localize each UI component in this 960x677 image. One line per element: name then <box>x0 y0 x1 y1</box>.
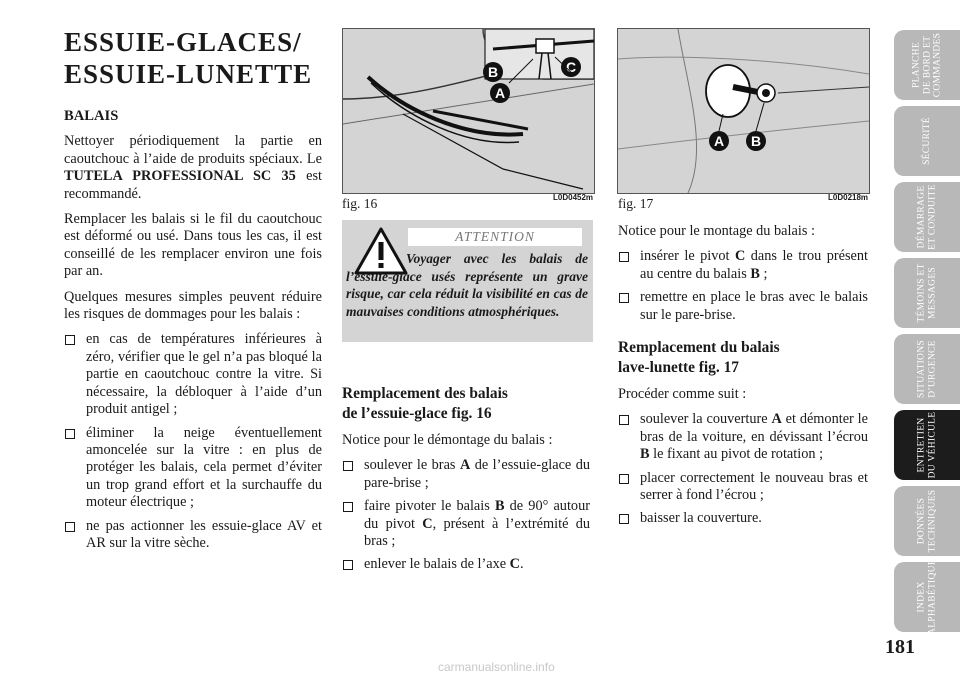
paragraph-intro: Notice pour le montage du balais : <box>618 223 815 239</box>
list-item <box>342 457 590 492</box>
label-c: C <box>565 59 577 75</box>
figure-16-wiper-arm <box>342 28 595 194</box>
tab-label: ALPHABÉTIQUE <box>927 559 937 635</box>
attention-heading: ATTENTION <box>408 228 582 246</box>
list-item: ne pas actionner les essuie-glace AV et AR sur la vitre sèche. <box>64 518 322 553</box>
text: soulever la couverture <box>640 411 772 428</box>
list-item: éliminer la neige éventuellement amoncelée sur la vitre : en plus de protéger les balais, cela permet d’éviter un trop grand effort et la surchauffe du moteur électrique ; <box>64 425 322 512</box>
watermark: carmanualsonline.info <box>438 660 555 674</box>
tab-label: PLANCHE <box>911 42 922 88</box>
label-a: A <box>494 85 506 101</box>
ref-letter: B <box>750 265 760 282</box>
text: enlever le balais de l’axe <box>364 556 510 573</box>
text: de l’essuie-glace du pare-brise ; <box>364 457 591 491</box>
rear-steps <box>618 411 868 527</box>
text: le fixant au pivot de rotation ; <box>649 446 824 463</box>
text: , présent à l’extrémité du bras ; <box>364 515 590 550</box>
ref-letter: B <box>640 446 650 463</box>
tab-label: TECHNIQUES <box>927 489 937 553</box>
ref-letter: C <box>422 515 433 532</box>
tab-label: COMMANDES <box>932 32 943 98</box>
title-line-2: ESSUIE-LUNETTE <box>64 59 313 89</box>
section-heading-rear <box>618 338 868 378</box>
list-item: baisser la couverture. <box>618 510 868 527</box>
ref-letter: A <box>459 457 471 474</box>
paragraph-intro: Procéder comme suit : <box>618 386 747 403</box>
label-b: B <box>487 64 499 80</box>
dismount-steps <box>342 457 590 573</box>
paragraph-intro: Notice pour le démontage du balais : <box>342 432 553 448</box>
text: insérer le pivot <box>640 248 735 265</box>
text: . <box>520 556 524 573</box>
list-item: remettre en place le bras avec le balais sur le pare-brise. <box>618 289 868 324</box>
text: soulever le bras <box>364 457 460 474</box>
tab-demarrage[interactable] <box>894 182 960 252</box>
list-item <box>618 411 868 463</box>
tab-label: ENTRETIEN <box>916 417 927 473</box>
column-left <box>64 108 322 560</box>
text: ; <box>759 265 768 282</box>
page-title <box>64 26 324 90</box>
figure-16-code: L0D0452m <box>553 193 594 202</box>
mount-steps <box>618 248 868 324</box>
attention-text: Voyager avec les balais de l’essuie-glace usés représente un grave risque, car cela réduit la visibilité en cas de mauvaises conditions atmosphériques. <box>346 251 588 319</box>
heading-line: lave-lunette fig. 17 <box>618 359 739 377</box>
rear-wiper-illustration <box>618 29 869 193</box>
tab-donnees-techniques[interactable] <box>894 486 960 556</box>
measures-list <box>64 331 322 552</box>
section-heading-balais: BALAIS <box>64 108 119 124</box>
paragraph-cleaning <box>64 133 322 203</box>
tab-label: SITUATIONS <box>916 340 927 398</box>
tab-label: DONNÉES <box>916 497 927 545</box>
tab-entretien[interactable] <box>894 410 960 480</box>
tab-index[interactable] <box>894 559 960 635</box>
text: de 90° autour du pivot <box>364 498 590 532</box>
tab-label: D’URGENCE <box>927 340 937 398</box>
label-a: A <box>713 133 725 149</box>
wiper-illustration <box>343 29 594 193</box>
text: et démonter le bras de la voiture, en dévissant l’écrou <box>640 411 868 445</box>
page-number: 181 <box>885 636 915 658</box>
tab-label: TÉMOINS ET <box>916 263 927 323</box>
tab-planche-de-bord[interactable] <box>894 30 960 100</box>
tab-label: SÉCURITÉ <box>921 117 932 165</box>
heading-line: de l’essuie-glace fig. 16 <box>342 405 492 422</box>
figure-17-caption: fig. 17 <box>618 196 654 211</box>
section-heading-replacement <box>342 384 590 424</box>
tab-label: DÉMARRAGE <box>916 185 927 249</box>
product-name: TUTELA PROFESSIONAL SC 35 <box>64 168 296 185</box>
heading-line: Remplacement du balais <box>618 339 780 357</box>
list-item <box>342 556 590 573</box>
label-b: B <box>750 133 762 149</box>
tab-label: ET CONDUITE <box>927 184 937 250</box>
title-line-1: ESSUIE-GLACES/ <box>64 27 302 57</box>
attention-box <box>342 220 593 342</box>
text: faire pivoter le balais <box>364 498 495 515</box>
list-item <box>342 498 590 550</box>
ref-letter: A <box>771 411 782 428</box>
text: est recommandé. <box>64 168 322 202</box>
tab-situations-urgence[interactable] <box>894 334 960 404</box>
column-right <box>618 223 868 536</box>
text: Nettoyer périodiquement la partie en caoutchouc à l’aide de produits spéciaux. Le <box>64 133 322 167</box>
heading-line: Remplacement des balais <box>342 385 508 402</box>
tab-label: MESSAGES <box>927 266 937 320</box>
list-item: placer correctement le nouveau bras et serrer à fond l’écrou ; <box>618 470 868 505</box>
ref-letter: C <box>735 248 746 265</box>
list-item: en cas de températures inférieures à zéro, vérifier que le gel n’a pas bloqué la partie en caoutchouc contre la vitre. Si nécessaire, la débloquer à l’aide d’un produit antigel ; <box>64 331 322 418</box>
tab-label: DU VÉHICULE <box>927 411 937 479</box>
ref-letter: B <box>494 498 505 515</box>
column-middle <box>342 384 590 582</box>
paragraph-measures: Quelques mesures simples peuvent réduire les risques de dommages pour les balais : <box>64 288 322 323</box>
tab-label: INDEX <box>916 581 927 613</box>
tab-label: DE BORD ET <box>921 35 932 95</box>
tab-temoins[interactable] <box>894 258 960 328</box>
paragraph-replace: Remplacer les balais si le fil du caoutchouc est déformé ou usé. Dans tous les cas, il est conseillé de les remplacer environ une fois par an. <box>64 211 322 280</box>
text: dans le trou présent au centre du balais <box>640 248 869 282</box>
figure-17-rear-wiper <box>617 28 870 194</box>
tab-securite[interactable] <box>894 106 960 176</box>
list-item <box>618 248 868 283</box>
ref-letter: C <box>509 556 520 573</box>
figure-16-caption: fig. 16 <box>342 196 378 211</box>
figure-17-code: L0D0218m <box>828 193 869 202</box>
